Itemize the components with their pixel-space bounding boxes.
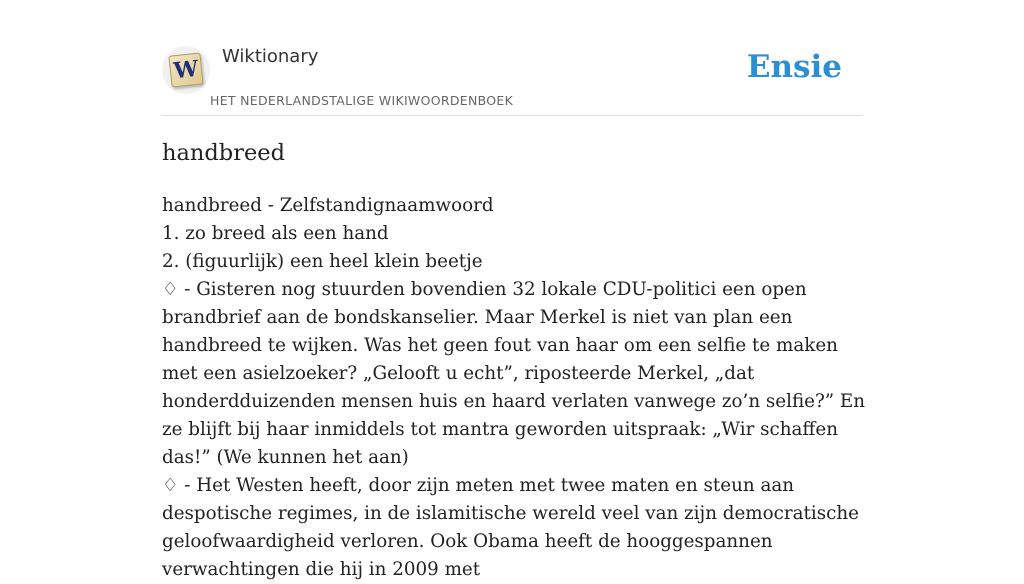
wiktionary-logo-icon: W (168, 52, 203, 87)
definition-item: 1. zo breed als een hand (162, 223, 389, 244)
wiktionary-logo[interactable] (162, 46, 210, 94)
site-name[interactable]: Wiktionary (222, 46, 319, 67)
example-sentence: ♢ - Gisteren nog stuurden bovendien 32 lokale CDU-politici een open brandbrief aan de bondskanselier. Maar Merkel is niet van plan een handbreed te wijken. Was het geen fout van haar om een selfie te maken met een asielzoeker? „Gelooft u echt”, riposteerde Merkel, „dat honderdduizenden mensen huis en haard verlaten vanwege zo’n selfie?” En ze blijft bij haar inmiddels tot mantra geworden uitspraak: „Wir schaffen das!” (We kunnen het aan) (162, 279, 866, 468)
example-sentence: ♢ - Het Westen heeft, door zijn meten met twee maten en steun aan despotische regimes, in de islamitische wereld veel van zijn democratische geloofwaardigheid verloren. Ook Obama heeft de hooggespannen verwachtingen die hij in 2009 met (162, 475, 859, 580)
ensie-brand-link[interactable]: Ensie (746, 49, 842, 85)
entry-content (162, 192, 872, 584)
page-title: handbreed (162, 140, 285, 166)
entry-heading: handbreed - Zelfstandignaamwoord (162, 195, 494, 216)
site-header (162, 0, 862, 116)
definition-item: 2. (figuurlijk) een heel klein beetje (162, 251, 483, 272)
site-tagline: HET NEDERLANDSTALIGE WIKIWOORDENBOEK (210, 93, 514, 108)
